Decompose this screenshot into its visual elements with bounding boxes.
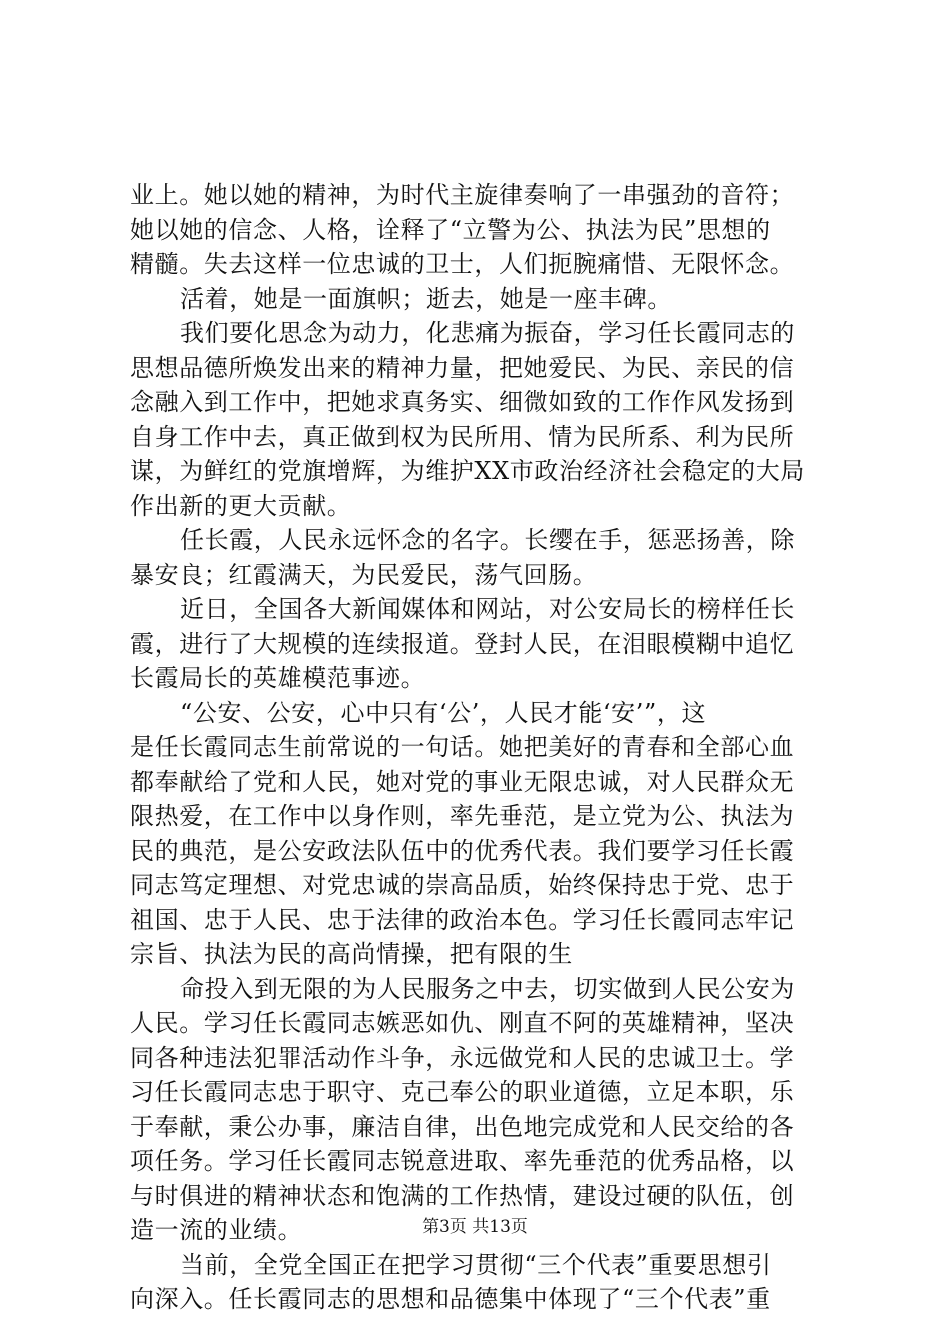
text-line: 于奉献，秉公办事，廉洁自律，出色地完成党和人民交给的各 xyxy=(130,1112,795,1141)
text-line: 民的典范，是公安政法队伍中的优秀代表。我们要学习任长霞 xyxy=(130,836,795,865)
text-line: 人民。学习任长霞同志嫉恶如仇、刚直不阿的英雄精神，坚决 xyxy=(130,1009,795,1037)
text-line: 思想品德所焕发出来的精神力量，把她爱民、为民、亲民的信 xyxy=(130,353,795,382)
text-line: 向深入。任长霞同志的思想和品德集中体现了“三个代表”重 xyxy=(130,1285,771,1313)
text-line: 祖国、忠于人民、忠于法律的政治本色。学习任长霞同志牢记 xyxy=(130,905,795,934)
text-line: 任长霞，人民永远怀念的名字。长缨在手，惩恶扬善，除 xyxy=(180,526,795,554)
text-line: 作出新的更大贡献。 xyxy=(130,491,352,520)
text-line: 是任长霞同志生前常说的一句话。她把美好的青春和全部心血 xyxy=(130,733,795,761)
text-line: 项任务。学习任长霞同志锐意进取、率先垂范的优秀品格，以 xyxy=(130,1147,795,1175)
text-line: 谋，为鲜红的党旗增辉，为维护XX市政治经济社会稳定的大局 xyxy=(130,457,805,485)
body-text xyxy=(130,178,830,1317)
text-line: 精髓。失去这样一位忠诚的卫士，人们扼腕痛惜、无限怀念。 xyxy=(130,250,795,278)
text-line: 念融入到工作中，把她求真务实、细微如致的工作作风发扬到 xyxy=(130,388,795,416)
text-line: “公安、公安，心中只有‘公’，人民才能‘安’”，这 xyxy=(180,698,707,727)
text-line: 同各种违法犯罪活动作斗争，永远做党和人民的忠诚卫士。学 xyxy=(130,1043,795,1072)
text-line: 长霞局长的英雄模范事迹。 xyxy=(130,664,426,692)
text-line: 当前，全党全国正在把学习贯彻“三个代表”重要思想引 xyxy=(180,1250,772,1279)
text-line: 都奉献给了党和人民，她对党的事业无限忠诚，对人民群众无 xyxy=(130,767,795,796)
text-line: 自身工作中去，真正做到权为民所用、情为民所系、利为民所 xyxy=(130,422,795,451)
text-line: 习任长霞同志忠于职守、克己奉公的职业道德，立足本职，乐 xyxy=(130,1078,795,1106)
text-line: 宗旨、执法为民的高尚情操，把有限的生 xyxy=(130,940,573,968)
text-line: 同志笃定理想、对党忠诚的崇高品质，始终保持忠于党、忠于 xyxy=(130,871,795,899)
text-line: 霞，进行了大规模的连续报道。登封人民，在泪眼模糊中追忆 xyxy=(130,629,795,658)
text-line: 造一流的业绩。 xyxy=(130,1216,303,1244)
page-number-footer: 第3页 共13页 xyxy=(422,1217,528,1237)
text-line: 与时俱进的精神状态和饱满的工作热情，建设过硬的队伍，创 xyxy=(130,1181,795,1210)
text-line: 我们要化思念为动力，化悲痛为振奋，学习任长霞同志的 xyxy=(180,319,795,347)
text-line: 她以她的信念、人格，诠释了“立警为公、执法为民”思想的 xyxy=(130,215,771,244)
text-line: 命投入到无限的为人民服务之中去，切实做到人民公安为 xyxy=(180,974,795,1003)
text-line: 活着，她是一面旗帜；逝去，她是一座丰碑。 xyxy=(180,284,672,313)
text-line: 业上。她以她的精神，为时代主旋律奏响了一串强劲的音符； xyxy=(130,181,795,209)
text-line: 近日，全国各大新闻媒体和网站，对公安局长的榜样任长 xyxy=(180,595,795,623)
text-line: 限热爱，在工作中以身作则，率先垂范，是立党为公、执法为 xyxy=(130,802,795,830)
text-line: 暴安良；红霞满天，为民爱民，荡气回肠。 xyxy=(130,560,598,589)
